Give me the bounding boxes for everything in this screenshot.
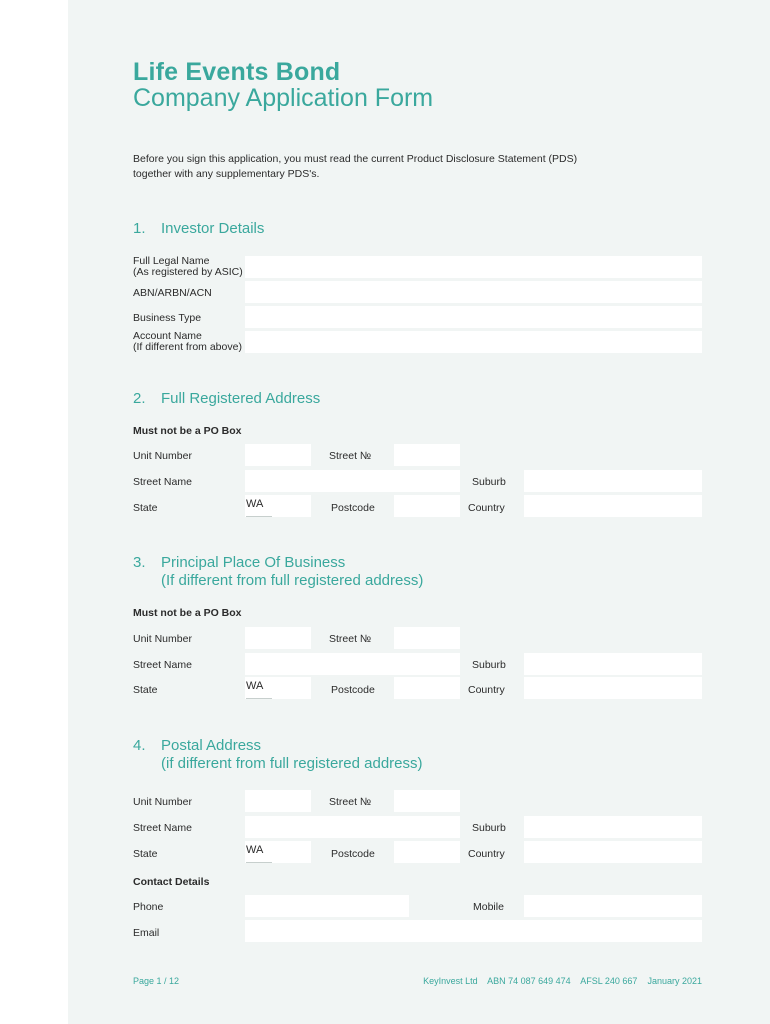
- s3-country-label: Country: [468, 684, 505, 696]
- section-3-heading: [133, 554, 345, 571]
- footer-abn: ABN 74 087 649 474: [487, 976, 571, 986]
- s2-street-no-label: Street №: [329, 450, 372, 462]
- s4-country-field[interactable]: [524, 841, 702, 863]
- section-1-number: 1.: [133, 220, 146, 237]
- full-legal-name-label: [133, 256, 243, 278]
- form-subtitle: Company Application Form: [133, 84, 434, 112]
- footer-company: KeyInvest Ltd: [423, 976, 478, 986]
- s2-unit-number-label: Unit Number: [133, 450, 192, 462]
- s3-unit-number-field[interactable]: [245, 627, 311, 649]
- s4-street-name-label: Street Name: [133, 822, 192, 834]
- s3-suburb-label: Suburb: [472, 659, 506, 671]
- s4-country-label: Country: [468, 848, 505, 860]
- s3-state-label: State: [133, 684, 158, 696]
- s2-street-no-field[interactable]: [394, 444, 460, 466]
- s2-suburb-label: Suburb: [472, 476, 506, 488]
- abn-field[interactable]: [245, 281, 702, 303]
- contact-details-heading: Contact Details: [133, 876, 210, 888]
- footer-afsl: AFSL 240 667: [580, 976, 638, 986]
- s3-suburb-field[interactable]: [524, 653, 702, 675]
- section-3-title: Principal Place Of Business: [161, 554, 346, 571]
- s4-state-underline: [246, 862, 272, 863]
- full-legal-name-field[interactable]: [245, 256, 702, 278]
- section-2-po-box-note: Must not be a PO Box: [133, 425, 242, 437]
- account-name-text: Account Name: [133, 330, 202, 342]
- s2-state-underline: [246, 516, 272, 517]
- full-legal-name-note: (As registered by ASIC): [133, 266, 243, 278]
- s4-postcode-field[interactable]: [394, 841, 460, 863]
- business-type-label: Business Type: [133, 312, 202, 324]
- s2-country-field[interactable]: [524, 495, 702, 517]
- s3-state-value: WA: [246, 680, 264, 692]
- s3-street-no-label: Street №: [329, 633, 372, 645]
- s4-state-value: WA: [246, 844, 264, 856]
- full-legal-name-text: Full Legal Name: [133, 255, 210, 267]
- account-name-note: (If different from above): [133, 341, 242, 353]
- section-2-heading: [133, 390, 320, 407]
- s2-country-label: Country: [468, 502, 505, 514]
- s4-postcode-label: Postcode: [331, 848, 375, 860]
- section-3-subtitle: (If different from full registered address): [161, 572, 424, 589]
- s3-unit-number-label: Unit Number: [133, 633, 192, 645]
- s2-postcode-label: Postcode: [331, 502, 375, 514]
- page-number: Page 1 / 12: [133, 976, 180, 986]
- s3-street-name-field[interactable]: [245, 653, 460, 675]
- phone-label: Phone: [133, 901, 164, 913]
- intro-text: [133, 152, 653, 182]
- section-4-title: Postal Address: [161, 737, 262, 754]
- footer-date: January 2021: [647, 976, 702, 986]
- account-name-label: [133, 331, 242, 353]
- s2-postcode-field[interactable]: [394, 495, 460, 517]
- s2-state-value: WA: [246, 498, 264, 510]
- section-4-number: 4.: [133, 737, 146, 754]
- section-4-heading: [133, 737, 261, 754]
- s4-suburb-label: Suburb: [472, 822, 506, 834]
- s4-street-name-field[interactable]: [245, 816, 460, 838]
- s3-street-no-field[interactable]: [394, 627, 460, 649]
- section-3-number: 3.: [133, 554, 146, 571]
- s2-unit-number-field[interactable]: [245, 444, 311, 466]
- intro-line-1: Before you sign this application, you must read the current Product Disclosure Statement (PDS): [133, 153, 578, 165]
- abn-label: ABN/ARBN/ACN: [133, 287, 212, 299]
- s4-unit-number-label: Unit Number: [133, 796, 192, 808]
- s3-postcode-label: Postcode: [331, 684, 375, 696]
- mobile-label: Mobile: [473, 901, 504, 913]
- email-label: Email: [133, 927, 160, 939]
- s4-street-no-field[interactable]: [394, 790, 460, 812]
- s4-state-label: State: [133, 848, 158, 860]
- s2-street-name-field[interactable]: [245, 470, 460, 492]
- s3-street-name-label: Street Name: [133, 659, 192, 671]
- section-2-title: Full Registered Address: [161, 390, 321, 407]
- section-3-po-box-note: Must not be a PO Box: [133, 607, 242, 619]
- s2-street-name-label: Street Name: [133, 476, 192, 488]
- s2-state-label: State: [133, 502, 158, 514]
- s3-state-underline: [246, 698, 272, 699]
- business-type-field[interactable]: [245, 306, 702, 328]
- s3-country-field[interactable]: [524, 677, 702, 699]
- s4-unit-number-field[interactable]: [245, 790, 311, 812]
- mobile-field[interactable]: [524, 895, 702, 917]
- s3-postcode-field[interactable]: [394, 677, 460, 699]
- s4-suburb-field[interactable]: [524, 816, 702, 838]
- section-2-number: 2.: [133, 390, 146, 407]
- section-1-title: Investor Details: [161, 220, 265, 237]
- intro-line-2: together with any supplementary PDS's.: [133, 168, 320, 180]
- s2-suburb-field[interactable]: [524, 470, 702, 492]
- section-4-subtitle: (if different from full registered address): [161, 755, 423, 772]
- phone-field[interactable]: [245, 895, 409, 917]
- account-name-field[interactable]: [245, 331, 702, 353]
- form-title: Life Events Bond: [133, 58, 341, 86]
- footer-company-info: [416, 976, 702, 986]
- s4-street-no-label: Street №: [329, 796, 372, 808]
- section-1-heading: [133, 220, 264, 237]
- email-field[interactable]: [245, 920, 702, 942]
